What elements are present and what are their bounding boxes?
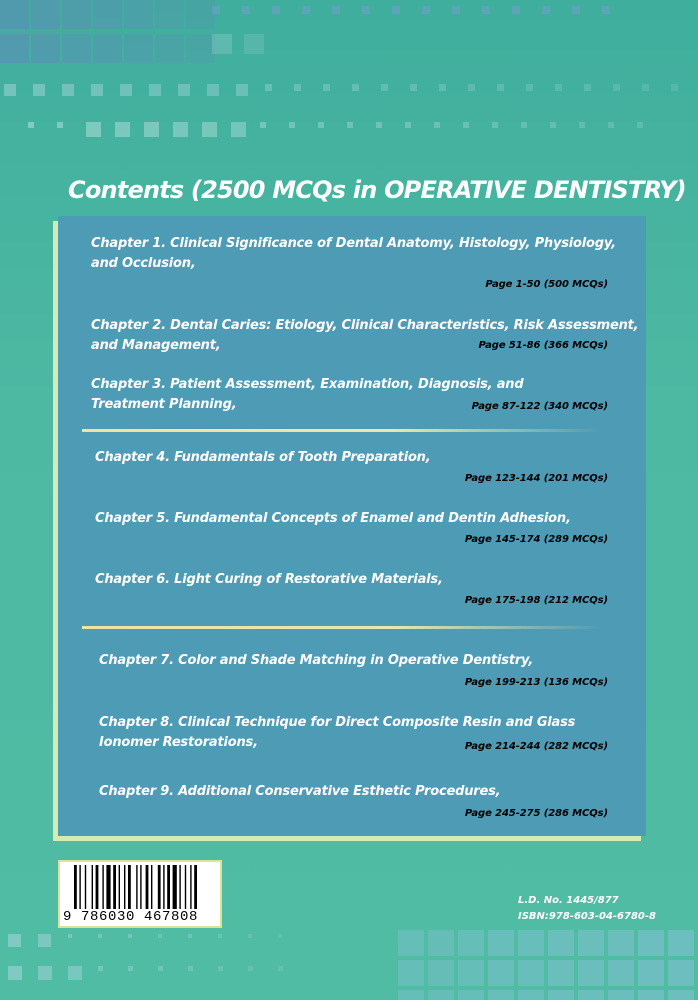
decor-square: [173, 122, 188, 137]
decor-square: [548, 990, 574, 1000]
decor-square: [488, 930, 514, 956]
decor-square: [332, 6, 340, 14]
decor-square: [347, 122, 353, 128]
decor-square: [352, 84, 359, 91]
decor-square: [671, 84, 678, 91]
barcode-bar: [185, 865, 186, 909]
contents-panel: [58, 216, 646, 836]
chapter-title: Chapter 2. Dental Caries: Etiology, Clinical Characteristics, Risk Assessment, and Management,: [91, 318, 639, 353]
decor-square: [57, 122, 63, 128]
decor-square: [98, 966, 103, 971]
decor-square: [188, 934, 192, 938]
decor-square: [0, 34, 29, 63]
decor-square: [428, 930, 454, 956]
decor-square: [231, 122, 246, 137]
barcode-bar: [113, 865, 116, 909]
decor-square: [637, 122, 643, 128]
chapter-pages: Page 87-122 (340 MCQs): [471, 401, 608, 412]
decor-square: [492, 122, 498, 128]
chapter-9: [99, 782, 687, 802]
decor-square: [323, 84, 330, 91]
decor-square: [526, 84, 533, 91]
barcode-bar: [167, 865, 170, 909]
decor-square: [548, 930, 574, 956]
decor-square: [244, 34, 264, 54]
decor-square: [410, 84, 417, 91]
decor-square: [4, 84, 16, 96]
chapter-pages: Page 199-213 (136 MCQs): [464, 677, 608, 688]
decor-square: [38, 934, 51, 947]
decor-square: [248, 934, 252, 938]
chapter-pages: Page 214-244 (282 MCQs): [464, 741, 608, 752]
decor-square: [38, 966, 52, 980]
decor-square: [608, 122, 614, 128]
decor-square: [28, 122, 34, 128]
chapter-pages: Page 123-144 (201 MCQs): [464, 473, 608, 484]
decor-square: [608, 990, 634, 1000]
decor-square: [155, 34, 184, 63]
barcode-bar: [163, 865, 164, 909]
barcode: [58, 860, 222, 928]
decor-square: [550, 122, 556, 128]
decor-square: [668, 960, 694, 986]
decor-square: [62, 0, 91, 29]
decor-square: [572, 6, 580, 14]
barcode-bar: [85, 865, 86, 909]
decor-square: [578, 990, 604, 1000]
decor-square: [398, 930, 424, 956]
decor-square: [608, 930, 634, 956]
barcode-bar: [146, 865, 149, 909]
decor-square: [584, 84, 591, 91]
decor-square: [518, 930, 544, 956]
decor-square: [422, 6, 430, 14]
decor-square: [149, 84, 161, 96]
decor-square: [91, 84, 103, 96]
barcode-bar: [74, 865, 77, 909]
barcode-bar: [151, 865, 152, 909]
chapter-1: [91, 234, 679, 274]
barcode-bars: [74, 865, 210, 909]
decor-square: [602, 6, 610, 14]
decor-square: [93, 0, 122, 29]
decor-square: [98, 934, 102, 938]
decor-square: [668, 930, 694, 956]
chapter-5: [95, 509, 683, 529]
decor-square: [638, 930, 664, 956]
chapter-title: Chapter 5. Fundamental Concepts of Enamel and Dentin Adhesion,: [95, 511, 571, 526]
decor-square: [144, 122, 159, 137]
chapter-title: Chapter 8. Clinical Technique for Direct Composite Resin and Glass Ionomer Restorations,: [99, 715, 576, 750]
decor-square: [381, 84, 388, 91]
decor-square: [186, 0, 215, 29]
barcode-bar: [96, 865, 99, 909]
decor-square: [31, 34, 60, 63]
chapter-title: Chapter 1. Clinical Significance of Dental Anatomy, Histology, Physiology, and Occlusion,: [91, 236, 616, 271]
decor-square: [68, 934, 72, 938]
decor-square: [439, 84, 446, 91]
decor-square: [613, 84, 620, 91]
decor-square: [31, 0, 60, 29]
section-separator: [82, 429, 602, 432]
decor-square: [518, 960, 544, 986]
decor-square: [186, 34, 215, 63]
decor-square: [542, 6, 550, 14]
barcode-bar: [119, 865, 120, 909]
decor-square: [202, 122, 217, 137]
decor-square: [668, 990, 694, 1000]
decor-square: [638, 990, 664, 1000]
decor-square: [120, 84, 132, 96]
decor-square: [452, 6, 460, 14]
chapter-pages: Page 145-174 (289 MCQs): [464, 534, 608, 545]
barcode-bar: [158, 865, 161, 909]
decor-square: [497, 84, 504, 91]
chapter-pages: Page 51-86 (366 MCQs): [478, 340, 608, 351]
decor-square: [260, 122, 266, 128]
decor-square: [362, 6, 370, 14]
decor-square: [548, 960, 574, 986]
chapter-4: [95, 448, 683, 468]
decor-square: [294, 84, 301, 91]
decor-square: [518, 990, 544, 1000]
ld-number: L.D. No. 1445/877: [518, 895, 619, 906]
decor-square: [218, 934, 222, 938]
decor-square: [178, 84, 190, 96]
decor-square: [128, 934, 132, 938]
decor-square: [578, 960, 604, 986]
decor-square: [68, 966, 82, 980]
decor-square: [458, 960, 484, 986]
decor-square: [482, 6, 490, 14]
decor-square: [242, 6, 250, 14]
chapter-title: Chapter 4. Fundamentals of Tooth Preparation,: [95, 450, 431, 465]
decor-square: [33, 84, 45, 96]
decor-square: [458, 990, 484, 1000]
decor-square: [458, 930, 484, 956]
decor-square: [212, 34, 232, 54]
decor-square: [488, 960, 514, 986]
decor-square: [236, 84, 248, 96]
decor-square: [578, 930, 604, 956]
decor-square: [62, 34, 91, 63]
decor-square: [638, 960, 664, 986]
barcode-bar: [102, 865, 103, 909]
decor-square: [463, 122, 469, 128]
decor-square: [376, 122, 382, 128]
decor-square: [428, 990, 454, 1000]
barcode-bar: [92, 865, 93, 909]
barcode-bar: [194, 865, 197, 909]
decor-square: [405, 122, 411, 128]
chapter-pages: Page 1-50 (500 MCQs): [485, 279, 608, 290]
chapter-title: Chapter 6. Light Curing of Restorative Materials,: [95, 572, 443, 587]
decor-square: [218, 966, 223, 971]
decor-square: [521, 122, 527, 128]
decor-square: [398, 990, 424, 1000]
decor-square: [579, 122, 585, 128]
decor-square: [278, 934, 282, 938]
decor-square: [302, 6, 310, 14]
barcode-number: 9 786030 467808: [63, 909, 199, 925]
decor-square: [124, 0, 153, 29]
decor-square: [488, 990, 514, 1000]
chapter-6: [95, 570, 683, 590]
decor-square: [392, 6, 400, 14]
publication-info: [518, 893, 656, 925]
barcode-bar: [179, 865, 180, 909]
barcode-bar: [173, 865, 177, 909]
decor-square: [398, 960, 424, 986]
decor-square: [272, 6, 280, 14]
decor-square: [248, 966, 253, 971]
decor-square: [278, 966, 283, 971]
chapter-pages: Page 245-275 (286 MCQs): [464, 808, 608, 819]
decor-square: [8, 934, 21, 947]
decor-square: [155, 0, 184, 29]
chapter-title: Chapter 3. Patient Assessment, Examination, Diagnosis, and Treatment Planning,: [91, 377, 524, 412]
decor-square: [8, 966, 22, 980]
decor-square: [608, 960, 634, 986]
decor-square: [468, 84, 475, 91]
decor-square: [434, 122, 440, 128]
barcode-bar: [190, 865, 191, 909]
decor-square: [188, 966, 193, 971]
decor-square: [428, 960, 454, 986]
decor-square: [86, 122, 101, 137]
decor-square: [158, 966, 163, 971]
decor-square: [115, 122, 130, 137]
decor-square: [212, 6, 220, 14]
decor-square: [289, 122, 295, 128]
barcode-bar: [106, 865, 110, 909]
chapter-7: [99, 651, 687, 671]
decor-square: [62, 84, 74, 96]
chapter-title: Chapter 9. Additional Conservative Esthetic Procedures,: [99, 784, 501, 799]
decor-square: [265, 84, 272, 91]
barcode-bar: [128, 865, 131, 909]
decor-square: [124, 34, 153, 63]
decor-square: [0, 0, 29, 29]
barcode-bar: [136, 865, 137, 909]
chapter-title: Chapter 7. Color and Shade Matching in Operative Dentistry,: [99, 653, 534, 668]
decor-square: [512, 6, 520, 14]
decor-square: [318, 122, 324, 128]
barcode-bar: [140, 865, 141, 909]
barcode-bar: [79, 865, 80, 909]
decor-square: [128, 966, 133, 971]
decor-square: [642, 84, 649, 91]
decor-square: [207, 84, 219, 96]
chapter-pages: Page 175-198 (212 MCQs): [464, 595, 608, 606]
contents-title: Contents (2500 MCQs in OPERATIVE DENTISTRY): [68, 176, 686, 204]
decor-square: [555, 84, 562, 91]
decor-square: [158, 934, 162, 938]
isbn: ISBN:978-603-04-6780-8: [518, 911, 656, 922]
section-separator: [82, 626, 602, 629]
decor-square: [93, 34, 122, 63]
barcode-bar: [124, 865, 125, 909]
